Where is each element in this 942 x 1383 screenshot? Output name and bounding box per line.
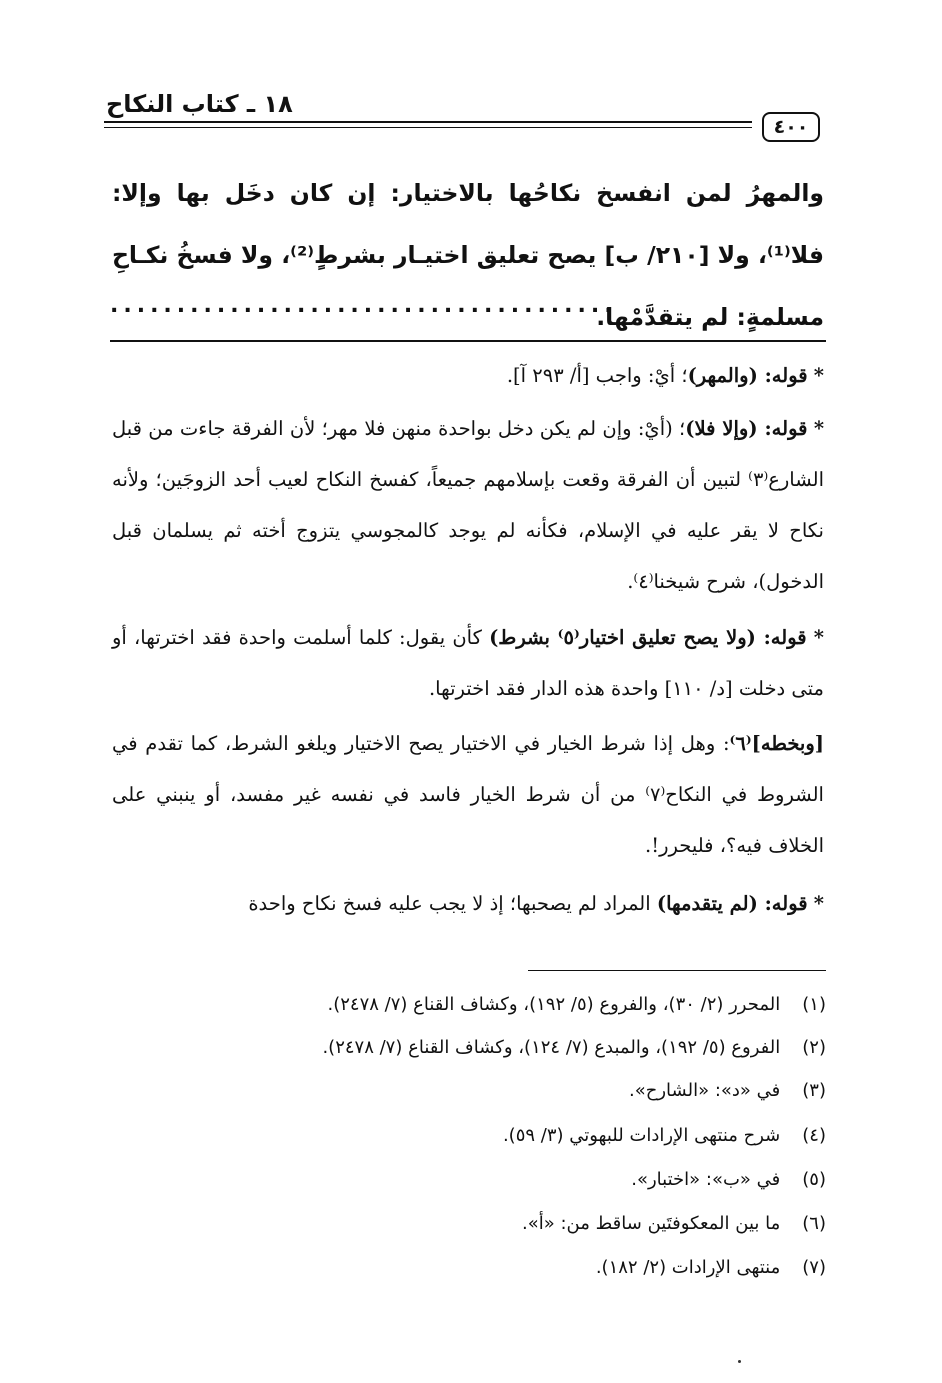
matn-line-1: والمهرُ لمن انفسخ نكاحُها بالاختيار: إن كان دخَل بها وإلا: (112, 179, 824, 207)
commentary-keyword: قوله: (والمهر) (687, 364, 808, 387)
footnote-number: (٣) (802, 1080, 826, 1101)
bullet-star: * (813, 417, 825, 440)
footnote (126, 1028, 826, 1068)
footnote (126, 985, 826, 1025)
print-speck (738, 1360, 741, 1363)
matn-line-3: مسلمةٍ: لم يتقدَّمْها. (596, 303, 824, 331)
commentary-text: المراد لم يصحبها؛ إذ لا يجب عليه فسخ نكاح واحدة (248, 892, 657, 915)
commentary-paragraph (112, 718, 824, 871)
footnote (126, 1160, 826, 1200)
footnote-number: (٦) (802, 1213, 826, 1234)
page-number: ٤٠٠ (762, 112, 820, 142)
footnote-text: الفروع (٥/ ١٩٢)، والمبدع (٧/ ١٢٤)، وكشاف القناع (٧/ ٢٤٧٨). (322, 1037, 781, 1058)
bullet-star: * (813, 892, 824, 915)
header-rule-thin (104, 127, 752, 128)
matn-separator-rule (110, 340, 826, 342)
footnote-number: (٤) (802, 1125, 826, 1146)
footnote-number: (١) (802, 994, 826, 1015)
commentary-paragraph (112, 350, 824, 401)
commentary-paragraph (112, 878, 824, 929)
commentary-text: ؛ أيْ: واجب [أ/ ٢٩٣ آ]. (506, 364, 688, 387)
footnote (126, 1248, 826, 1288)
footnote-text: في «ب»: «اختبار». (631, 1169, 781, 1190)
footnote-rule (528, 970, 826, 971)
commentary-text: ؛ (أيْ: وإن لم يكن دخل بواحدة منهن فلا مهر؛ لأن الفرقة جاءت من قبل الشارع⁽٣⁾ لتبين أن الفرقة وقعت بإسلامهم جميعاً، كفسخ النكاح لعيب أحد الزوجَين؛ ولأنه نكاح لا يقر عليه في الإسلام، فكأنه لم يوجد كالمجوسي يتزوج أخته ثم يسلمان قبل الدخول)، شرح شيخنا⁽٤⁾. (112, 417, 824, 593)
footnote (126, 1204, 826, 1244)
commentary-paragraph (112, 612, 824, 714)
bullet-star: * (813, 364, 824, 387)
footnote-text: في «د»: «الشارح». (629, 1080, 781, 1101)
chapter-title: ١٨ ـ كتاب النكاح (106, 90, 293, 118)
header-rule (104, 121, 752, 123)
footnote-text: شرح منتهى الإرادات للبهوتي (٣/ ٥٩). (502, 1125, 781, 1146)
commentary-keyword: قوله: (ولا يصح تعليق اختيار⁽٥⁾ بشرط) (489, 626, 807, 649)
footnote-number: (٢) (802, 1037, 826, 1058)
dotted-leader: ...................................... (110, 293, 618, 318)
commentary-text: كأن يقول: كلما أسلمت واحدة فقد اخترتها، أو متى دخلت [د/ ١١٠] واحدة هذه الدار فقد اخترتها. (112, 626, 824, 700)
commentary-keyword: قوله: (لم يتقدمها) (656, 892, 808, 915)
footnote (126, 1116, 826, 1156)
commentary-keyword: [وبخطه]⁽٦⁾ (729, 732, 824, 755)
commentary-text: : وهل إذا شرط الخيار في الاختيار يصح الاختيار ويلغو الشرط، كما تقدم في الشروط في النكاح⁽٧⁾ من أن شرط الخيار فاسد في نفسه غير مفسد، أو ينبني على الخلاف فيه؟، فليحرر!. (112, 732, 824, 857)
matn-line-2: فلا⁽¹⁾، ولا [٢١٠/ ب] يصح تعليق اختيـار بشرطٍ⁽²⁾، ولا فسخُ نكـاحِ (112, 241, 825, 269)
footnote (126, 1071, 826, 1111)
footnote-text: المحرر (٢/ ٣٠)، والفروع (٥/ ١٩٢)، وكشاف القناع (٧/ ٢٤٧٨). (327, 994, 781, 1015)
bullet-star: * (813, 626, 824, 649)
commentary-paragraph (112, 403, 824, 607)
commentary-keyword: قوله: (وإلا فلا) (685, 417, 808, 440)
footnote-text: ما بين المعكوفتَين ساقط من: «أ». (521, 1213, 781, 1234)
footnote-text: منتهى الإرادات (٢/ ١٨٢). (595, 1257, 781, 1278)
footnote-number: (٥) (802, 1169, 826, 1190)
footnote-number: (٧) (802, 1257, 826, 1278)
